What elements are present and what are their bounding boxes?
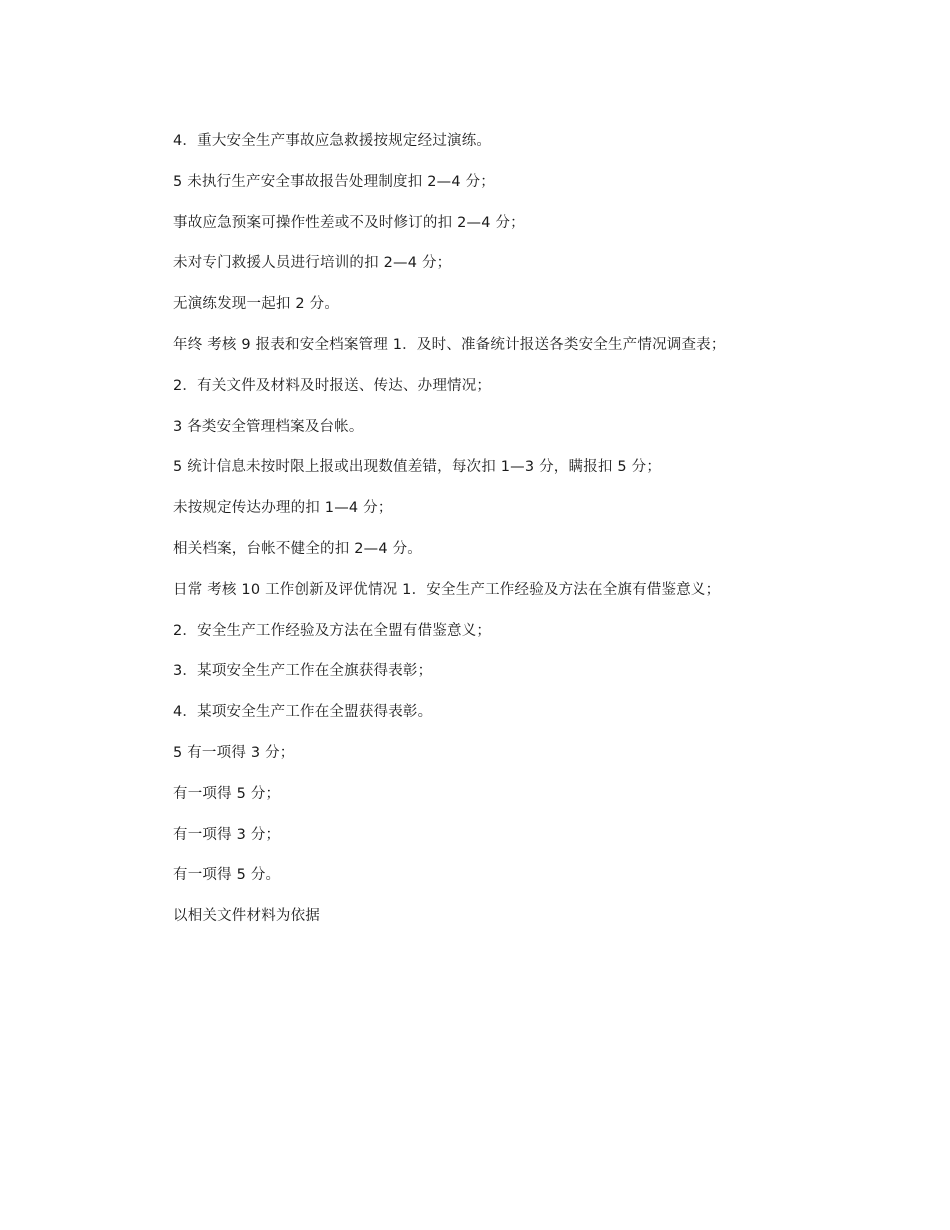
paragraph: 以相关文件材料为依据 <box>173 908 320 925</box>
paragraph: 有一项得 5 分。 <box>173 867 281 884</box>
paragraph: 未对专门救援人员进行培训的扣 2—4 分； <box>173 255 452 272</box>
paragraph: 事故应急预案可操作性差或不及时修订的扣 2—4 分； <box>173 214 525 231</box>
paragraph: 5 统计信息未按时限上报或出现数值差错，每次扣 1—3 分，瞒报扣 5 分； <box>173 459 662 476</box>
paragraph: 4．重大安全生产事故应急救援按规定经过演练。 <box>173 133 492 149</box>
paragraph: 2．安全生产工作经验及方法在全盟有借鉴意义； <box>173 622 492 639</box>
paragraph: 5 有一项得 3 分； <box>173 744 295 761</box>
paragraph: 3 各类安全管理档案及台帐。 <box>173 418 364 435</box>
paragraph: 日常 考核 10 工作创新及评优情况 1．安全生产工作经验及方法在全旗有借鉴意义； <box>173 581 721 598</box>
paragraph: 年终 考核 9 报表和安全档案管理 1．及时、准备统计报送各类安全生产情况调查表； <box>173 336 726 353</box>
paragraph: 4．某项安全生产工作在全盟获得表彰。 <box>173 704 433 721</box>
paragraph: 5 未执行生产安全事故报告处理制度扣 2—4 分； <box>173 173 496 190</box>
document-body <box>173 129 873 945</box>
paragraph: 3．某项安全生产工作在全旗获得表彰； <box>173 663 433 680</box>
paragraph: 有一项得 5 分； <box>173 785 281 802</box>
paragraph: 2．有关文件及材料及时报送、传达、办理情况； <box>173 377 492 394</box>
paragraph: 相关档案，台帐不健全的扣 2—4 分。 <box>173 540 422 557</box>
paragraph: 无演练发现一起扣 2 分。 <box>173 296 340 313</box>
paragraph: 有一项得 3 分； <box>173 826 281 843</box>
paragraph: 未按规定传达办理的扣 1—4 分； <box>173 500 393 517</box>
